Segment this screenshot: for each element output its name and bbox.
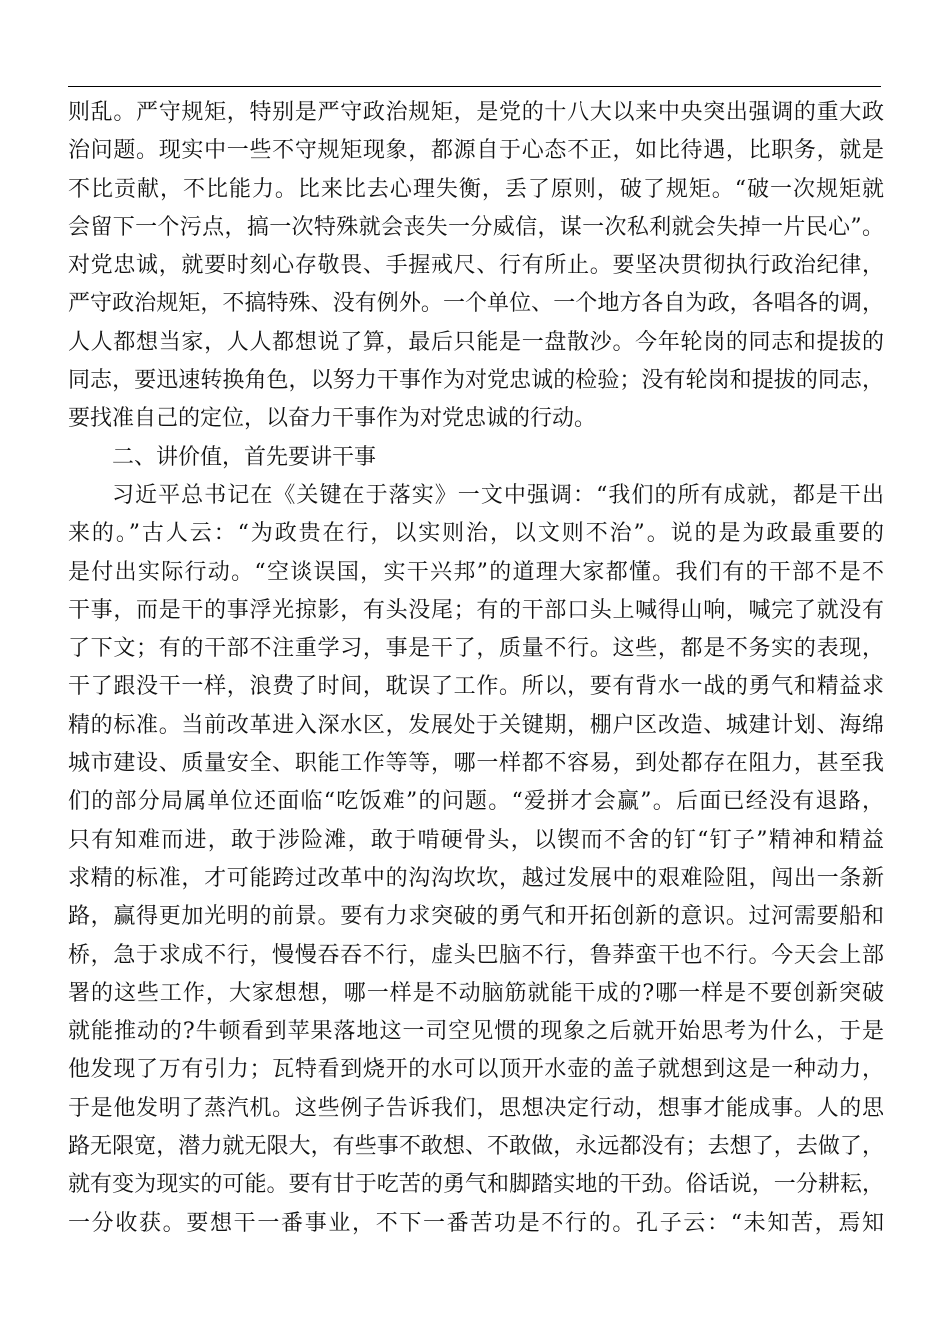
text-line: 只有知难而进，敢于涉险滩，敢于啃硬骨头，以锲而不舍的钉“钉子”精神和精益 bbox=[68, 827, 884, 853]
text-line: 路，赢得更加光明的前景。要有力求突破的勇气和开拓创新的意识。过河需要船和 bbox=[68, 904, 884, 930]
text-line: 于是他发明了蒸汽机。这些例子告诉我们，思想决定行动，想事才能成事。人的思 bbox=[68, 1095, 884, 1121]
text-line: 桥，急于求成不行，慢慢吞吞不行，虚头巴脑不行，鲁莽蛮干也不行。今天会上部 bbox=[68, 942, 884, 968]
text-line: 要找准自己的定位，以奋力干事作为对党忠诚的行动。 bbox=[68, 406, 597, 432]
text-line: 们的部分局属单位还面临“吃饭难”的问题。“爱拼才会赢”。后面已经没有退路， bbox=[68, 789, 884, 815]
text-line: 则乱。严守规矩，特别是严守政治规矩，是党的十八大以来中央突出强调的重大政 bbox=[68, 100, 884, 125]
text-line: 精的标准。当前改革进入深水区，发展处于关键期，棚户区改造、城建计划、海绵 bbox=[68, 712, 884, 738]
section-heading bbox=[68, 439, 884, 477]
text-line: 路无限宽，潜力就无限大，有些事不敢想、不敢做，永远都没有；去想了，去做了， bbox=[68, 1134, 884, 1160]
text-line: 了下文；有的干部不注重学习，事是干了，质量不行。这些，都是不务实的表现， bbox=[68, 636, 884, 662]
text-line: 求精的标准，才可能跨过改革中的沟沟坎坎，越过发展中的艰难险阻，闯出一条新 bbox=[68, 865, 884, 891]
text-line: 干事，而是干的事浮光掠影，有头没尾；有的干部口头上喊得山响，喊完了就没有 bbox=[68, 597, 884, 623]
text-line: 就能推动的?牛顿看到苹果落地这一司空见惯的现象之后就开始思考为什么，于是 bbox=[68, 1019, 884, 1045]
text-line: 不比贡献，不比能力。比来比去心理失衡，丢了原则，破了规矩。“破一次规矩就 bbox=[68, 176, 884, 202]
text-line: 习近平总书记在《关键在于落实》一文中强调：“我们的所有成就，都是干出 bbox=[112, 482, 884, 508]
text-line: 同志，要迅速转换角色，以努力干事作为对党忠诚的检验；没有轮岗和提拔的同志， bbox=[68, 368, 884, 394]
text-line: 他发现了万有引力；瓦特看到烧开的水可以顶开水壶的盖子就想到这是一种动力， bbox=[68, 1057, 884, 1083]
text-line: 署的这些工作，大家想想，哪一样是不动脑筋就能干成的?哪一样是不要创新突破 bbox=[68, 980, 884, 1006]
text-line: 城市建设、质量安全、职能工作等等，哪一样都不容易，到处都存在阻力，甚至我 bbox=[68, 751, 884, 777]
text-line: 是付出实际行动。“空谈误国，实干兴邦”的道理大家都懂。我们有的干部不是不 bbox=[68, 559, 884, 585]
text-line: 对党忠诚，就要时刻心存敬畏、手握戒尺、行有所止。要坚决贯彻执行政治纪律， bbox=[68, 253, 884, 279]
text-line: 会留下一个污点，搞一次特殊就会丧失一分威信，谋一次私利就会失掉一片民心”。 bbox=[68, 214, 884, 240]
paragraph-doing-things bbox=[68, 477, 884, 1243]
text-line: 就有变为现实的可能。要有甘于吃苦的勇气和脚踏实地的干劲。俗话说，一分耕耘， bbox=[68, 1172, 884, 1198]
text-line: 人人都想当家，人人都想说了算，最后只能是一盘散沙。今年轮岗的同志和提拔的 bbox=[68, 329, 884, 355]
text-line: 严守政治规矩，不搞特殊、没有例外。一个单位、一个地方各自为政，各唱各的调， bbox=[68, 291, 884, 317]
paragraph-continued-rules bbox=[68, 94, 884, 439]
header-rule bbox=[68, 86, 881, 87]
text-line: 来的。”古人云：“为政贵在行，以实则治，以文则不治”。说的是为政最重要的 bbox=[68, 521, 884, 547]
text-line: 干了跟没干一样，浪费了时间，耽误了工作。所以，要有背水一战的勇气和精益求 bbox=[68, 674, 884, 700]
section-heading-text: 二、讲价值，首先要讲干事 bbox=[112, 444, 377, 470]
document-body bbox=[68, 94, 884, 1243]
text-line: 治问题。现实中一些不守规矩现象，都源自于心态不正，如比待遇，比职务，就是 bbox=[68, 138, 884, 164]
text-line: 一分收获。要想干一番事业，不下一番苦功是不行的。孔子云：“未知苦，焉知 bbox=[68, 1210, 884, 1236]
